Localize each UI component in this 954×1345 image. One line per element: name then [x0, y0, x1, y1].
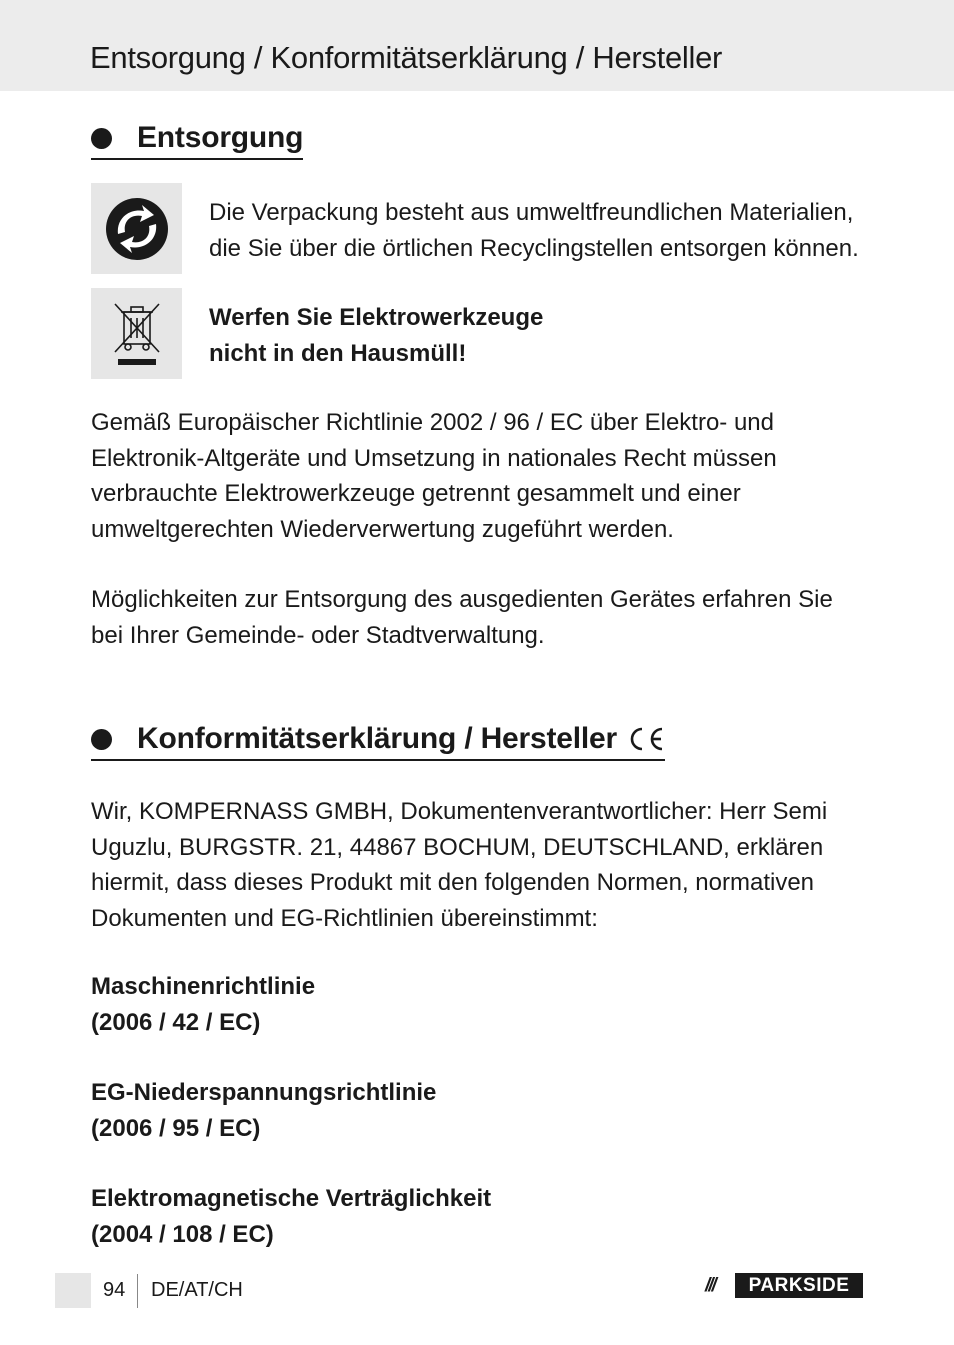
weee-icon-box	[91, 288, 182, 379]
warning-text	[209, 300, 869, 371]
directive-name: EG-Niederspannungsrichtlinie	[91, 1079, 437, 1106]
region-label: DE/AT/CH	[151, 1279, 243, 1301]
directive-text: Gemäß Europäischer Richtlinie 2002 / 96 / EC über Elektro- und Elektronik-Altgeräte und Umsetzung in nationales Recht müssen verbrauchte Elektrowerkzeuge getrennt gesammelt und einer umweltgerechten Wiederverwertung zugeführt werden.	[91, 409, 777, 543]
page-title: Entsorgung / Konformitätserklärung / Hersteller	[90, 40, 723, 75]
ce-mark-icon	[627, 725, 665, 753]
directive-item	[91, 1181, 866, 1252]
warning-line-1: Werfen Sie Elektrowerkzeuge	[209, 304, 544, 331]
header-band	[0, 0, 954, 91]
section-heading-text: Konformitätserklärung / Hersteller	[137, 722, 617, 755]
brand-name: PARKSIDE	[735, 1273, 863, 1298]
recycling-icon-box	[91, 183, 182, 274]
directive-name: Elektromagnetische Verträglichkeit	[91, 1185, 492, 1212]
disposal-options-text: Möglichkeiten zur Entsorgung des ausgedienten Gerätes erfahren Sie bei Ihrer Gemeinde- oder Stadtverwaltung.	[91, 586, 833, 649]
recycling-icon	[104, 196, 170, 262]
directive-code: (2006 / 95 / EC)	[91, 1114, 261, 1142]
crossed-out-wheelie-bin-icon	[107, 298, 167, 370]
section-heading-conformity	[91, 719, 665, 761]
brand-logo	[705, 1273, 863, 1298]
footer-divider	[137, 1274, 138, 1308]
directive-name: Maschinenrichtlinie	[91, 973, 316, 1000]
bullet-icon	[91, 128, 112, 149]
footer-marker	[55, 1273, 91, 1308]
brand-slashes: ///	[705, 1274, 715, 1296]
section-heading-disposal	[91, 118, 303, 160]
section-heading-text: Entsorgung	[137, 121, 304, 154]
warning-line-2: nicht in den Hausmüll!	[209, 339, 467, 367]
directive-code: (2004 / 108 / EC)	[91, 1220, 274, 1248]
directive-code: (2006 / 42 / EC)	[91, 1008, 261, 1036]
directive-item	[91, 1075, 866, 1146]
page-number: 94	[103, 1279, 126, 1301]
packaging-text: Die Verpackung besteht aus umweltfreundlichen Materialien, die Sie über die örtlichen Recyclingstellen entsorgen können.	[209, 199, 859, 262]
conformity-statement: Wir, KOMPERNASS GMBH, Dokumentenverantwortlicher: Herr Semi Uguzlu, BURGSTR. 21, 44867 BOCHUM, DEUTSCHLAND, erklären hiermit, dass dieses Produkt mit den folgenden Normen, normativen Dokumenten und EG-Richtlinien übereinstimmt:	[91, 798, 828, 932]
bullet-icon	[91, 729, 112, 750]
directive-item	[91, 969, 866, 1040]
